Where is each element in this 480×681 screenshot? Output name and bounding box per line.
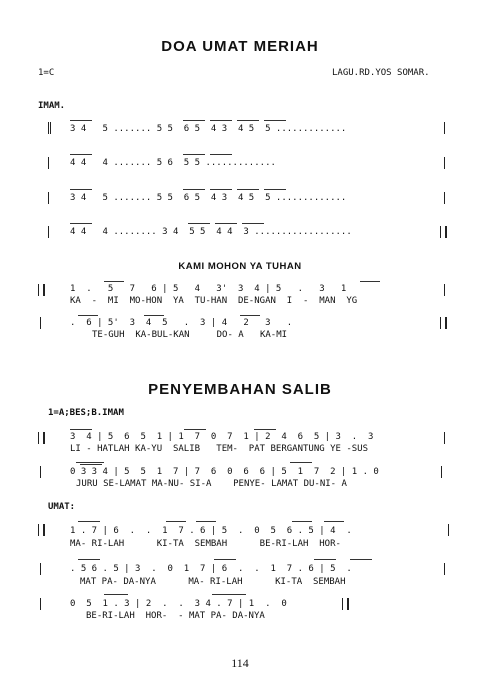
- beam: [240, 315, 260, 316]
- song-title-doa-umat-meriah: DOA UMAT MERIAH: [161, 38, 319, 55]
- beam: [78, 315, 98, 316]
- beam: [350, 559, 372, 560]
- beam: [210, 154, 232, 155]
- beam: [264, 120, 286, 121]
- beam: [104, 281, 124, 282]
- barline: [40, 598, 41, 610]
- section-title-kami-mohon: KAMI MOHON YA TUHAN: [178, 261, 302, 272]
- imam-salib-lyrics-1: LI - HATLAH KA-YU SALIB TEM- PAT BERGANTUNG YE -SUS: [70, 444, 369, 454]
- kami-mohon-lyrics-2: TE-GUH KA-BUL-KAN DO- A KA-MI: [92, 330, 288, 340]
- barline: [444, 284, 445, 296]
- repeat-barline: [38, 432, 45, 444]
- beam: [78, 521, 100, 522]
- imam-line-4-notes: 4 4 4 ........ 3 4 5 5 4 4 3 ..................: [70, 227, 352, 237]
- beam: [144, 315, 164, 316]
- umat-notes-3: 0 5 1 . 3 | 2 . . 3 4 . 7 | 1 . 0: [70, 599, 287, 609]
- umat-part-label: UMAT:: [48, 502, 76, 512]
- beam: [183, 120, 205, 121]
- imam-line-2-notes: 4 4 4 ....... 5 6 5 5 .............: [70, 158, 276, 168]
- beam: [242, 223, 264, 224]
- barline: [48, 122, 49, 134]
- final-barline: [440, 317, 447, 329]
- beam: [80, 464, 102, 465]
- umat-lyrics-1: MA- RI-LAH KI-TA SEMBAH BE-RI-LAH HOR-: [70, 539, 341, 549]
- barline: [48, 226, 49, 238]
- final-barline: [342, 598, 349, 610]
- barline: [40, 466, 41, 478]
- beam: [183, 189, 205, 190]
- beam: [210, 189, 232, 190]
- barline: [441, 466, 442, 478]
- imam-line-3-notes: 3 4 5 ....... 5 5 6 5 4 3 4 5 5 .............: [70, 193, 347, 203]
- imam-salib-lyrics-2: JURU SE-LAMAT MA-NU- SI-A PENYE- LAMAT DU-NI- A: [76, 479, 347, 489]
- imam-part-label: IMAM.: [38, 101, 66, 111]
- beam: [166, 521, 186, 522]
- imam-line-1-notes: 3 4 5 ....... 5 5 6 5 4 3 4 5 5 .............: [70, 124, 347, 134]
- repeat-barline: [38, 284, 45, 296]
- song1-credit: LAGU.RD.YOS SOMAR.: [332, 68, 430, 78]
- beam: [70, 154, 92, 155]
- imam-salib-notes-2: 0 3 3 4 | 5 5 1 7 | 7 6 0 6 6 | 5 1 7 2 | 1 . 0: [70, 467, 379, 477]
- beam: [237, 120, 259, 121]
- beam: [70, 120, 92, 121]
- umat-lyrics-3: BE-RI-LAH HOR- - MAT PA- DA-NYA: [86, 611, 265, 621]
- beam: [264, 189, 286, 190]
- barline: [444, 563, 445, 575]
- umat-notes-1: 1 . 7 | 6 . . 1 7 . 6 | 5 . 0 5 6 . 5 | 4 .: [70, 526, 352, 536]
- kami-mohon-lyrics-1: KA - MI MO-HON YA TU-HAN DE-NGAN I - MAN YG: [70, 296, 358, 306]
- umat-notes-2: . 5 6 . 5 | 3 . 0 1 7 | 6 . . 1 7 . 6 | 5 .: [70, 564, 352, 574]
- imam-salib-notes-1: 3 4 | 5 6 5 1 | 1 7 0 7 1 | 2 4 6 5 | 3 . 3: [70, 432, 374, 442]
- beam: [290, 462, 312, 463]
- beam: [183, 154, 205, 155]
- beam: [104, 594, 128, 595]
- beam: [78, 559, 100, 560]
- barline: [444, 122, 445, 134]
- barline: [48, 192, 49, 204]
- final-barline: [440, 226, 447, 238]
- song2-key: 1=A;BES;B.IMAM: [48, 408, 124, 418]
- beam: [196, 521, 216, 522]
- barline: [48, 157, 49, 169]
- beam: [70, 429, 92, 430]
- beam: [360, 281, 380, 282]
- umat-lyrics-2: MAT PA- DA-NYA MA- RI-LAH KI-TA SEMBAH: [80, 577, 346, 587]
- beam: [237, 189, 259, 190]
- barline: [40, 563, 41, 575]
- beam: [70, 223, 92, 224]
- kami-mohon-notes-2: . 6 | 5' 3 4 5 . 3 | 4 2 3 .: [70, 318, 293, 328]
- barline: [40, 317, 41, 329]
- repeat-barline: [38, 524, 45, 536]
- page-number: 114: [231, 656, 249, 670]
- beam: [212, 594, 246, 595]
- kami-mohon-notes-1: 1 . 5 7 6 | 5 4 3' 3 4 | 5 . 3 1: [70, 284, 347, 294]
- beam: [292, 521, 312, 522]
- barline: [50, 122, 51, 134]
- barline: [444, 157, 445, 169]
- beam: [184, 429, 206, 430]
- beam: [324, 521, 344, 522]
- beam: [76, 462, 104, 463]
- beam: [254, 429, 276, 430]
- song-title-penyembahan-salib: PENYEMBAHAN SALIB: [148, 381, 332, 398]
- beam: [188, 223, 210, 224]
- song1-key: 1=C: [38, 68, 55, 78]
- barline: [444, 192, 445, 204]
- barline: [444, 432, 445, 444]
- barline: [448, 524, 449, 536]
- beam: [70, 189, 92, 190]
- beam: [314, 559, 336, 560]
- beam: [210, 120, 232, 121]
- beam: [215, 223, 237, 224]
- beam: [214, 559, 236, 560]
